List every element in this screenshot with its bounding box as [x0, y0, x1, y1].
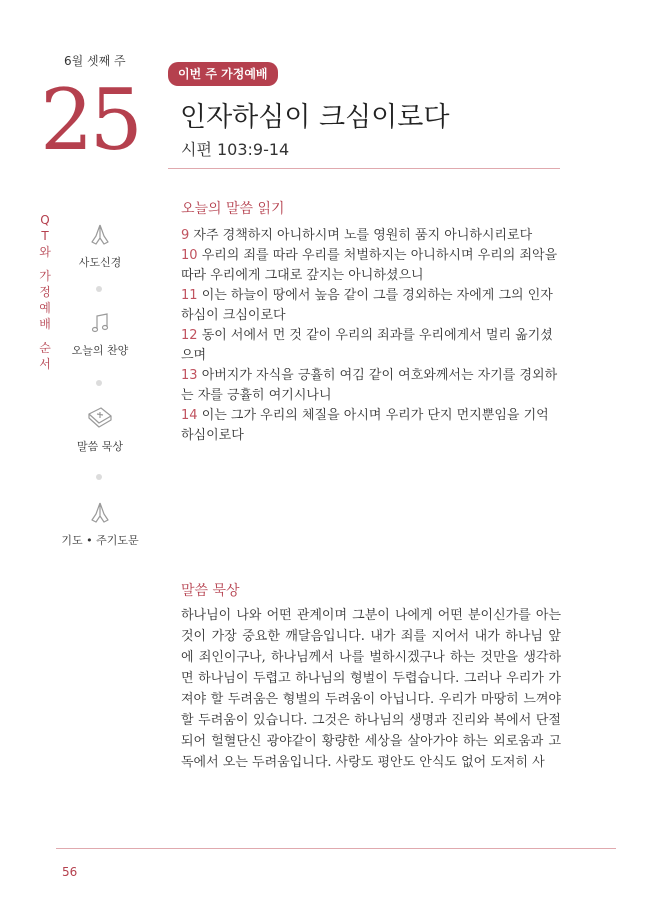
side-item-label: 사도신경	[78, 256, 122, 269]
verse	[181, 326, 561, 366]
bible-icon	[85, 404, 115, 432]
side-item-praise	[60, 310, 140, 358]
side-separator-dot	[96, 380, 102, 386]
vertical-order-label: Q T 와 가 정 예 배 순 서	[39, 213, 51, 371]
verse-number: 14	[181, 408, 198, 423]
day-number: 25	[40, 71, 139, 169]
praying-hands-icon	[87, 500, 113, 526]
verse-number: 9	[181, 228, 190, 243]
title-divider	[168, 168, 560, 169]
weekly-badge: 이번 주 가정예배	[168, 62, 278, 86]
scripture-reference: 시편 103:9-14	[181, 140, 290, 159]
side-item-meditation	[60, 404, 140, 454]
side-item-prayer	[60, 500, 140, 548]
side-item-label: 기도 • 주기도문	[61, 534, 139, 547]
verse-text: 우리의 죄를 따라 우리를 처벌하지는 아니하시며 우리의 죄악을 따라 우리에게 그대로 갚지는 아니하셨으니	[181, 248, 558, 283]
praying-hands-icon	[87, 222, 113, 248]
page-number: 56	[62, 865, 78, 879]
verse	[181, 406, 561, 446]
week-label: 6월 셋째 주	[64, 54, 126, 68]
meditation-body: 하나님이 나와 어떤 관계이며 그분이 나에게 어떤 분이신가를 아는 것이 가장 중요한 깨달음입니다. 내가 죄를 지어서 내가 하나님 앞에 죄인이구나, 하나님께서 나를 벌하시겠구나 하는 것만을 생각하면 하나님이 두렵고 하나님의 형벌이 두렵습니다. 그러나 우리가 가져야 할 두려움은 형벌의 두려움이 아닙니다. 우리가 마땅히 느껴야 할 두려움이 있습니다. 그것은 하나님의 생명과 진리와 복에서 단절되어 헐혈단신 광야같이 황량한 세상을 살아가야 하는 외로움과 고독에서 오는 두려움입니다. 사랑도 평안도 안식도 없어 도저히 사	[181, 608, 561, 770]
page-title: 인자하심이 크심이로다	[180, 102, 450, 133]
side-separator-dot	[96, 474, 102, 480]
side-item-label: 오늘의 찬양	[71, 344, 129, 357]
reading-heading: 오늘의 말씀 읽기	[181, 201, 285, 217]
verse-text: 자주 경책하지 아니하시며 노를 영원히 품지 아니하시리로다	[193, 228, 533, 243]
verse	[181, 226, 561, 246]
verse-number: 13	[181, 368, 198, 383]
verse-text: 동이 서에서 먼 것 같이 우리의 죄과를 우리에게서 멀리 옮기셨으며	[181, 328, 553, 363]
verse-text: 아버지가 자식을 긍휼히 여김 같이 여호와께서는 자기를 경외하는 자를 긍휼히 여기시나니	[181, 368, 558, 403]
verse-number: 12	[181, 328, 198, 343]
verse	[181, 246, 561, 286]
footer-divider	[56, 848, 616, 849]
verse	[181, 366, 561, 406]
meditation-heading: 말씀 묵상	[181, 583, 240, 599]
verse	[181, 286, 561, 326]
verse-text: 이는 그가 우리의 체질을 아시며 우리가 단지 먼지뿐임을 기억하심이로다	[181, 408, 549, 443]
side-item-creed	[60, 222, 140, 270]
verse-number: 11	[181, 288, 198, 303]
side-item-label: 말씀 묵상	[76, 440, 123, 453]
verse-text: 이는 하늘이 땅에서 높음 같이 그를 경외하는 자에게 그의 인자하심이 크심이로다	[181, 288, 553, 323]
verse-number: 10	[181, 248, 198, 263]
side-separator-dot	[96, 286, 102, 292]
music-note-icon	[87, 310, 113, 336]
verse-list	[181, 226, 561, 446]
